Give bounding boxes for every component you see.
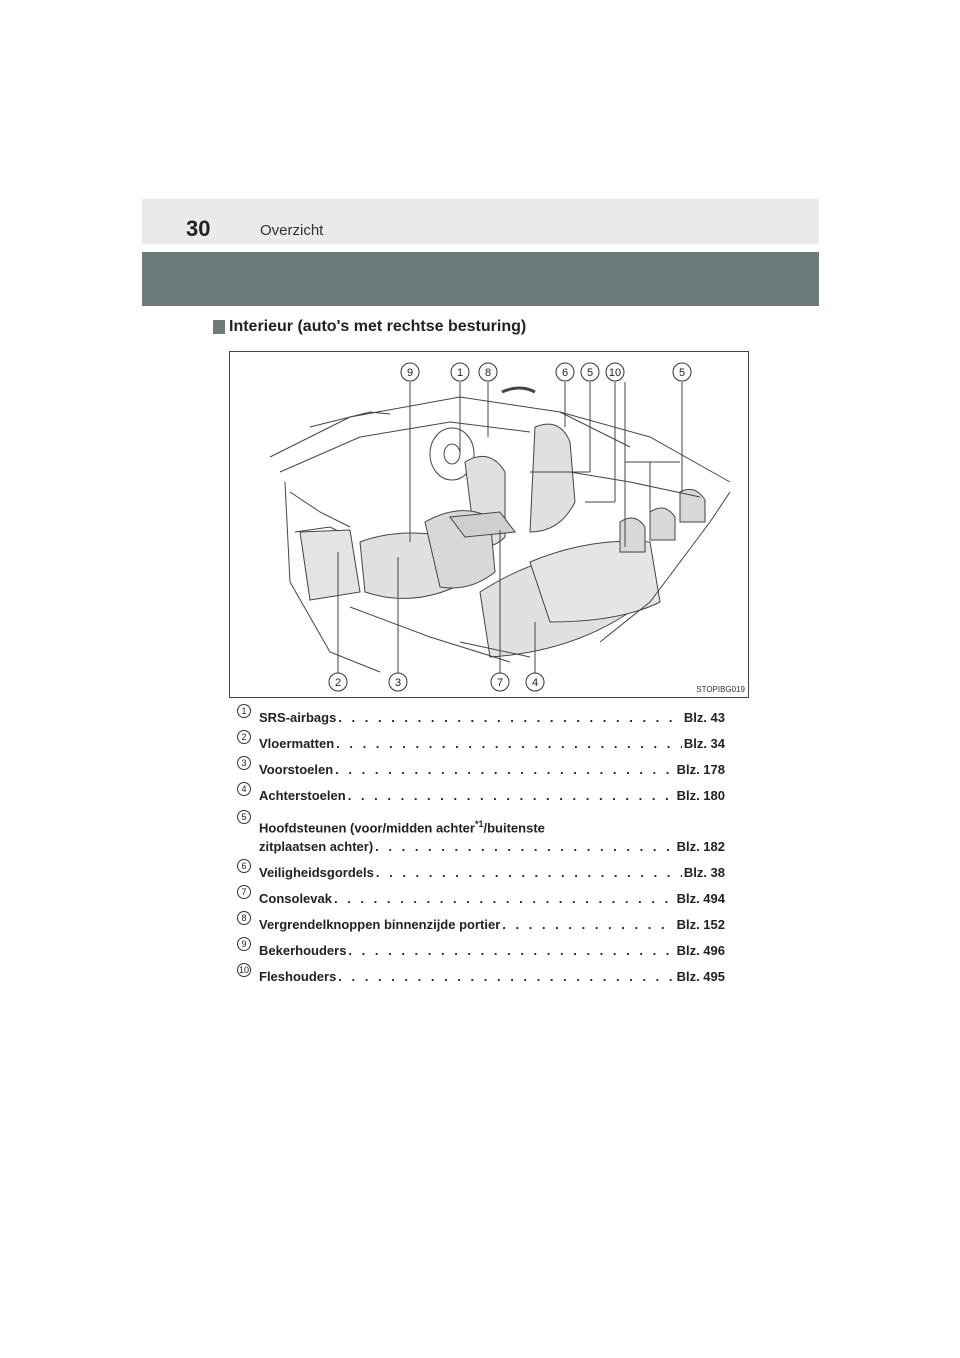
figure-code: STOPIBG019 <box>696 685 745 694</box>
callout-9 <box>401 363 419 381</box>
svg-text:5: 5 <box>586 367 594 379</box>
callout-badge: 7 <box>237 885 251 899</box>
callout-2 <box>329 673 347 691</box>
item-label: zitplaatsen achter) <box>259 839 374 855</box>
list-item <box>237 758 725 778</box>
footnote-marker: *1 <box>474 819 484 829</box>
page-ref: Blz. 496 <box>676 943 725 959</box>
callout-1 <box>451 363 469 381</box>
interior-drawing <box>230 352 749 698</box>
item-label: Vergrendelknoppen binnenzijde portier <box>259 917 501 933</box>
page-ref: Blz. 34 <box>683 736 725 751</box>
item-label: Vloermatten <box>259 736 335 751</box>
svg-text:10: 10 <box>608 367 622 379</box>
list-item <box>237 965 725 985</box>
callout-badge: 6 <box>237 859 251 873</box>
callout-4 <box>526 673 544 691</box>
page-ref: Blz. 178 <box>676 762 725 777</box>
leader-dots <box>335 762 674 778</box>
svg-text:5: 5 <box>678 367 686 379</box>
svg-text:2: 2 <box>334 677 342 689</box>
callout-badge: 8 <box>237 911 251 925</box>
svg-text:3: 3 <box>394 677 402 689</box>
item-label-line1-end: /buitenste <box>483 820 545 836</box>
leader-dots <box>338 969 674 985</box>
callout-6 <box>556 363 574 381</box>
list-item <box>237 939 725 959</box>
callout-5b <box>673 363 691 381</box>
item-label: SRS-airbags <box>259 710 337 725</box>
svg-text:4: 4 <box>531 677 539 689</box>
callout-10 <box>606 363 624 381</box>
section-heading-text: Interieur (auto's met rechtse besturing) <box>229 318 527 335</box>
callout-3 <box>389 673 407 691</box>
leader-dots <box>348 943 674 959</box>
list-item <box>237 887 725 907</box>
leader-dots <box>348 788 675 804</box>
callout-badge: 5 <box>237 810 251 824</box>
callout-list <box>237 706 725 985</box>
page-ref: Blz. 182 <box>676 839 725 855</box>
chapter-title: Overzicht <box>260 222 324 239</box>
leader-dots <box>338 710 682 726</box>
item-label: Consolevak <box>259 891 332 907</box>
callout-badge: 1 <box>237 704 251 718</box>
interior-illustration <box>229 351 749 698</box>
header-bar <box>142 199 819 244</box>
list-item <box>237 861 725 881</box>
page-ref: Blz. 38 <box>683 865 725 881</box>
item-label-line1: Hoofdsteunen (voor/midden achter <box>259 820 475 836</box>
callout-badge: 3 <box>237 756 251 770</box>
callout-5a <box>581 363 599 381</box>
svg-text:9: 9 <box>406 367 414 379</box>
list-item <box>237 913 725 933</box>
page-ref: Blz. 494 <box>676 891 725 907</box>
leader-dots <box>336 736 682 752</box>
leader-dots <box>502 917 674 933</box>
list-item <box>237 812 725 855</box>
heading-square-icon <box>213 320 225 334</box>
svg-text:6: 6 <box>561 367 569 379</box>
callout-badge: 9 <box>237 937 251 951</box>
page-number: 30 <box>186 216 211 241</box>
list-item <box>237 706 725 726</box>
callout-badge: 4 <box>237 782 251 796</box>
svg-text:8: 8 <box>484 367 492 379</box>
item-label: Bekerhouders <box>259 943 347 959</box>
item-label: Voorstoelen <box>259 762 334 777</box>
callout-8 <box>479 363 497 381</box>
item-label: Achterstoelen <box>259 788 346 803</box>
callout-badge: 2 <box>237 730 251 744</box>
page-ref: Blz. 495 <box>676 969 725 985</box>
section-heading <box>213 318 526 336</box>
callout-7 <box>491 673 509 691</box>
svg-text:1: 1 <box>456 367 464 379</box>
leader-dots <box>375 839 674 855</box>
section-bar <box>142 252 819 306</box>
leader-dots <box>376 865 682 881</box>
page-ref: Blz. 43 <box>683 710 725 725</box>
svg-text:7: 7 <box>496 677 504 689</box>
item-label: Veiligheidsgordels <box>259 865 374 881</box>
leader-dots <box>334 891 675 907</box>
item-label: Fleshouders <box>259 969 337 985</box>
page-ref: Blz. 152 <box>676 917 725 933</box>
callout-badge: 10 <box>238 965 249 976</box>
page-ref: Blz. 180 <box>676 788 725 803</box>
list-item <box>237 732 725 752</box>
list-item <box>237 784 725 804</box>
